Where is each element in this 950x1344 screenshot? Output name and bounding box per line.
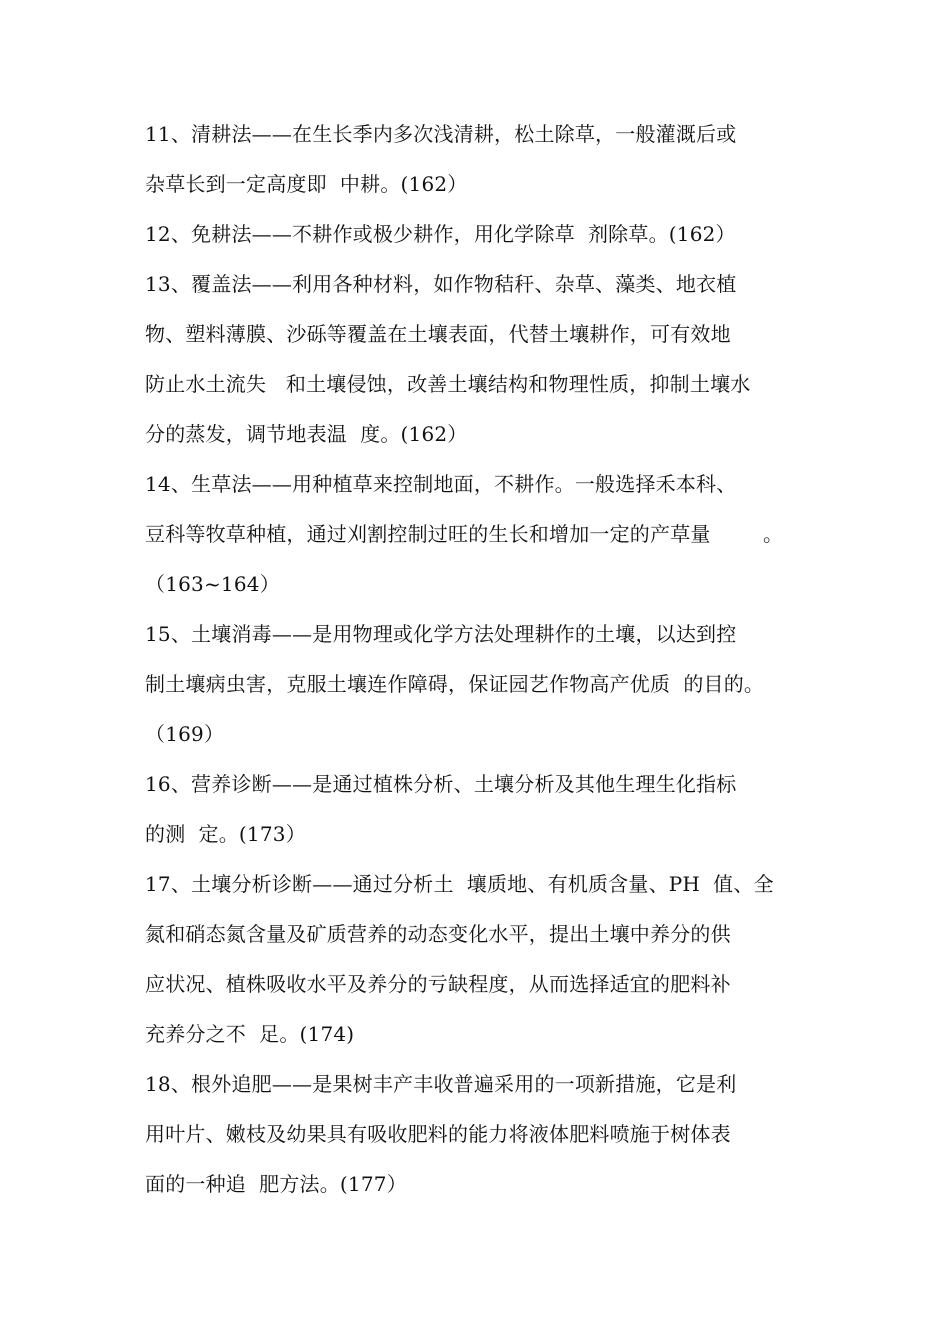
text-line: 应状况、植株吸收水平及养分的亏缺程度，从而选择适宜的肥料补 [145,972,731,996]
text-line: 充养分之不 足。(174) [145,1022,355,1046]
text-line: 杂草长到一定高度即 中耕。(162） [145,172,468,196]
text-line: 12、免耕法——不耕作或极少耕作，用化学除草 剂除草。(162） [145,222,736,246]
text-line: 18、根外追肥——是果树丰产丰收普遍采用的一项新措施，它是利 [145,1072,737,1096]
text-line: 豆科等牧草种植，通过刈割控制过旺的生长和增加一定的产草量 。 [145,522,784,546]
text-line: 11、清耕法——在生长季内多次浅清耕，松土除草，一般灌溉后或 [145,122,737,146]
text-line: 13、覆盖法——利用各种材料，如作物秸秆、杂草、藻类、地衣植 [145,272,737,296]
text-line: 17、土壤分析诊断——通过分析土 壤质地、有机质含量、PH 值、全 [145,872,774,896]
text-line: 制土壤病虫害，克服土壤连作障碍，保证园艺作物高产优质 的目的。 [145,672,765,696]
text-line: 用叶片、嫩枝及幼果具有吸收肥料的能力将液体肥料喷施于树体表 [145,1122,731,1146]
text-line: 16、营养诊断——是通过植株分析、土壤分析及其他生理生化指标 [145,772,737,796]
text-line: （163~164） [145,572,280,596]
text-line: 物、塑料薄膜、沙砾等覆盖在土壤表面，代替土壤耕作，可有效地 [145,322,731,346]
text-line: 氮和硝态氮含量及矿质营养的动态变化水平，提出土壤中养分的供 [145,922,731,946]
text-line: 15、土壤消毒——是用物理或化学方法处理耕作的土壤，以达到控 [145,622,737,646]
text-line: （169） [145,722,225,746]
text-line: 防止水土流失 和土壤侵蚀，改善土壤结构和物理性质，抑制土壤水 [145,372,751,396]
text-line: 分的蒸发，调节地表温 度。(162） [145,422,468,446]
text-line: 14、生草法——用种植草来控制地面，不耕作。一般选择禾本科、 [145,472,737,496]
text-line: 面的一种追 肥方法。(177） [145,1172,407,1196]
text-line: 的测 定。(173） [145,822,306,846]
